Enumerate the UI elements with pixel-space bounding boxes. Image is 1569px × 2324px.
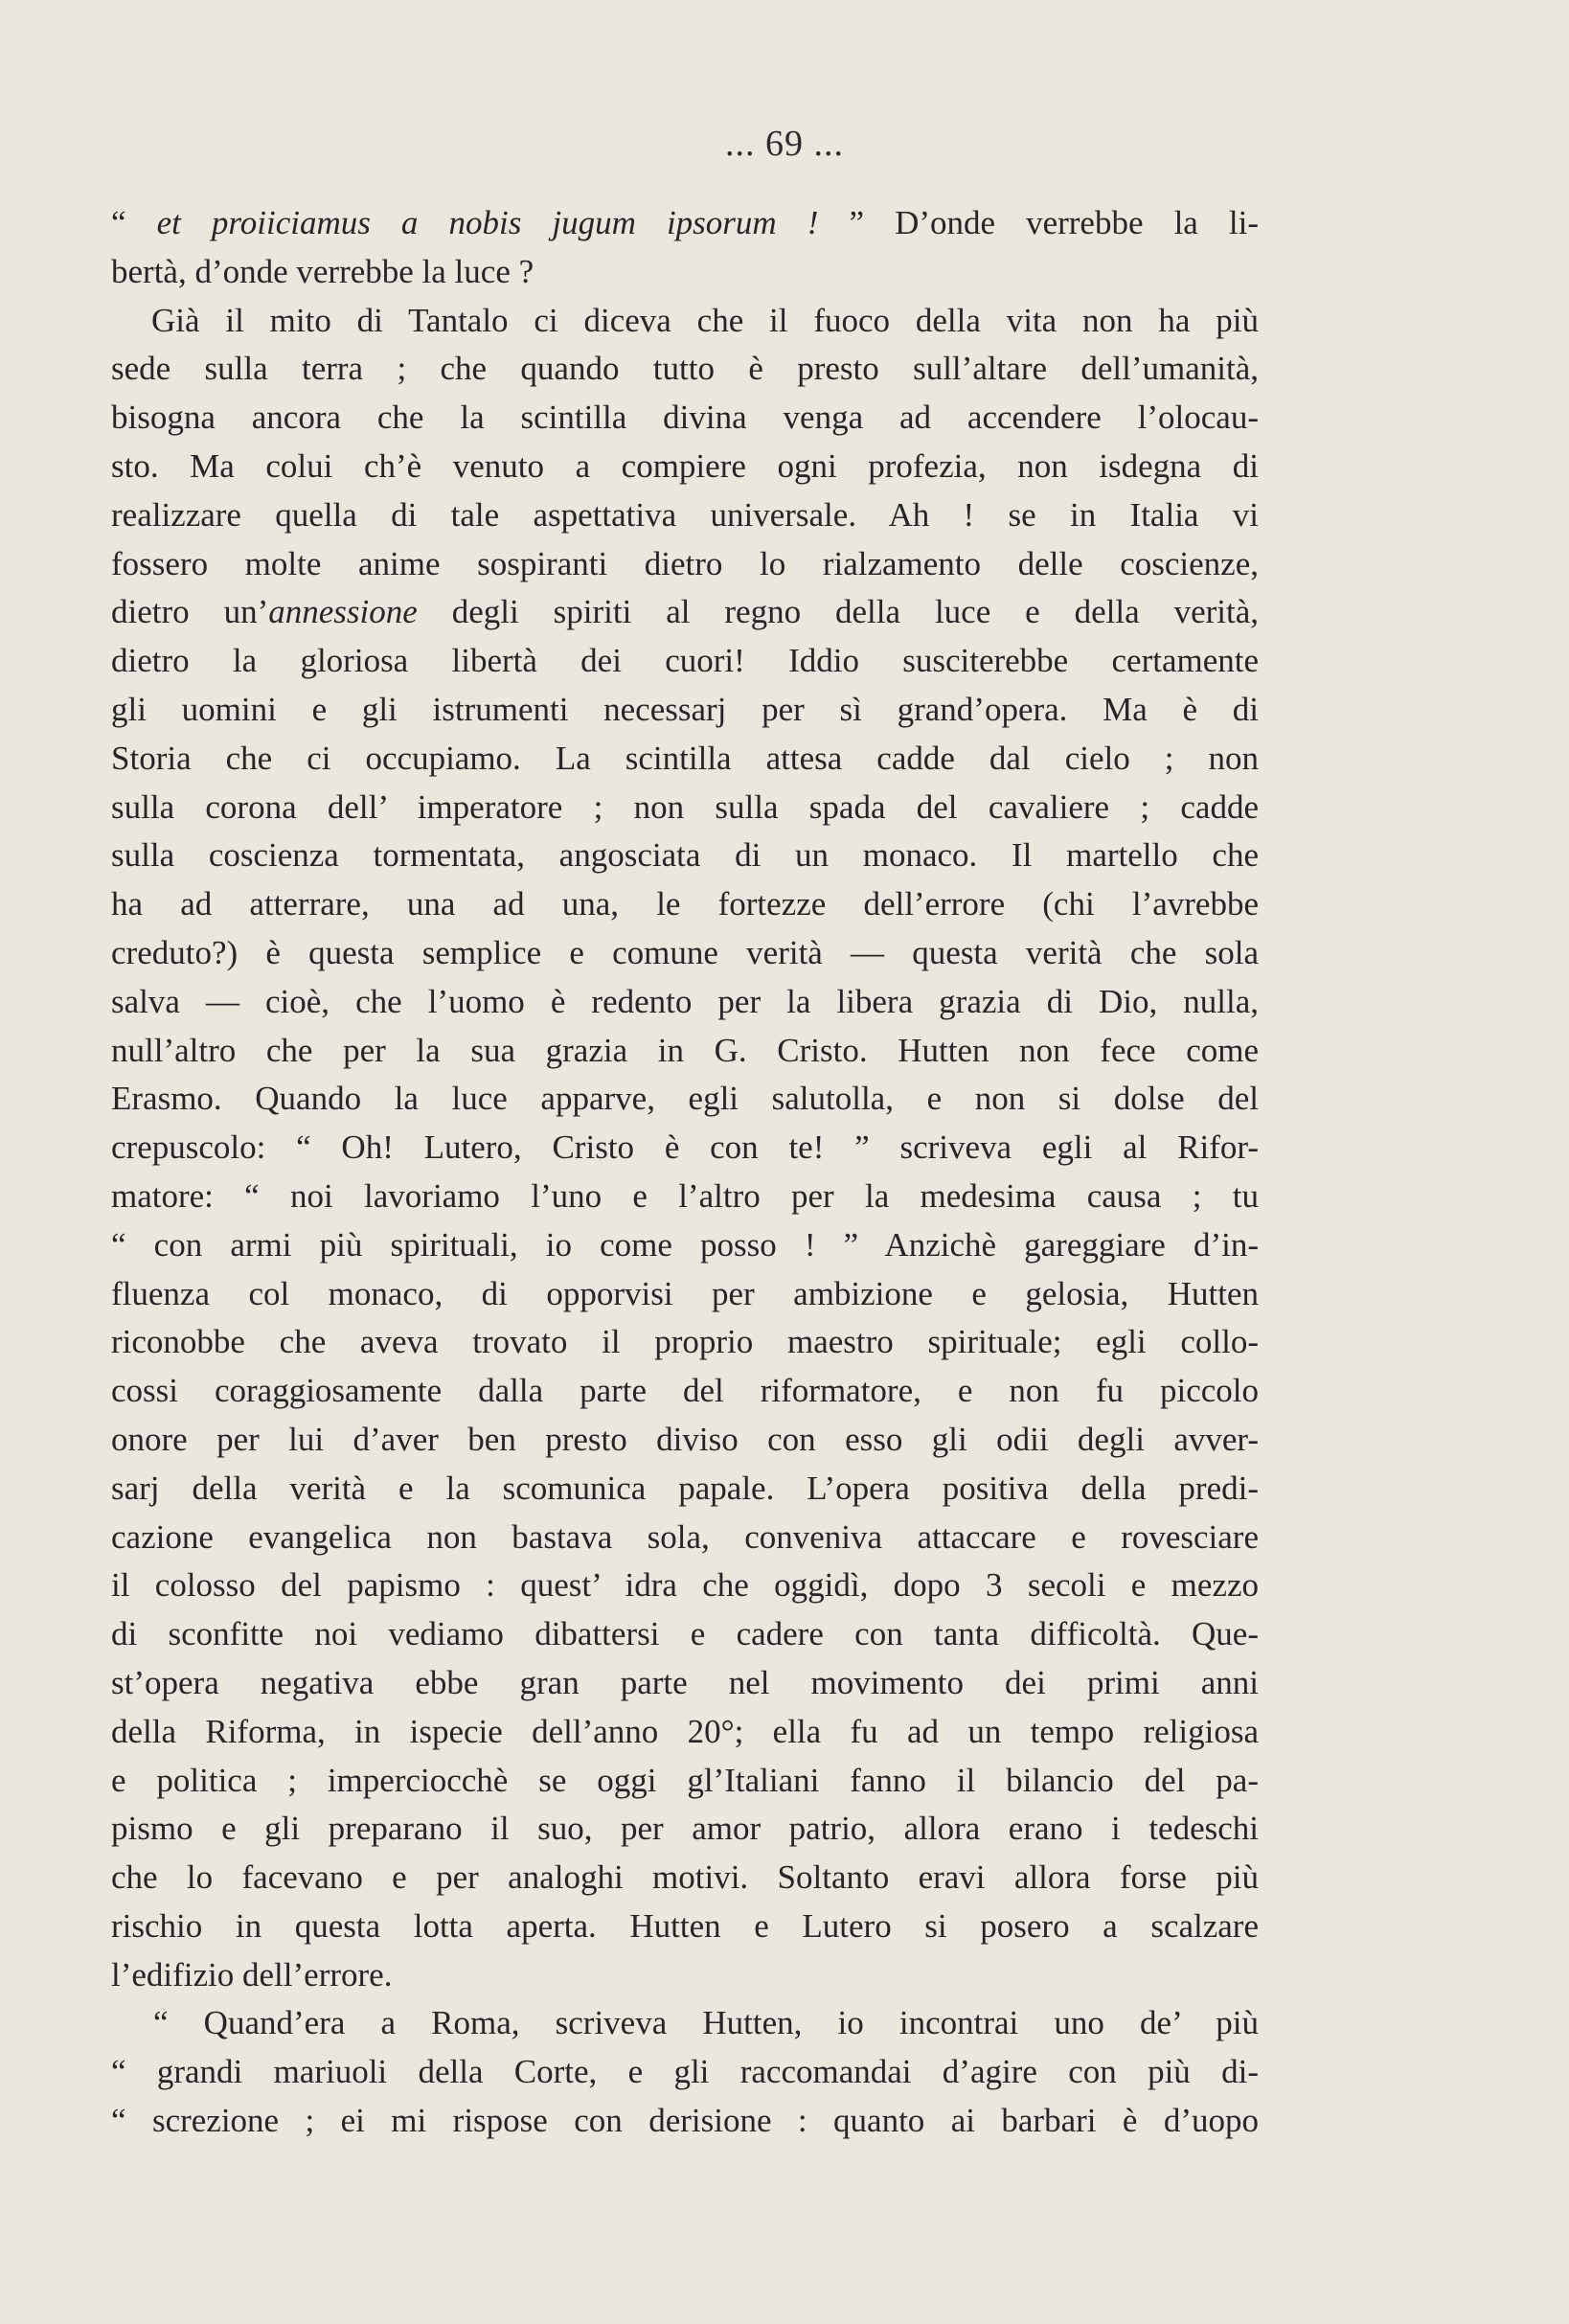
text-line: matore: “ noi lavoriamo l’uno e l’altro per la medesima causa ; tu xyxy=(111,1176,1259,1215)
text-line: gli uomini e gli istrumenti necessarj per sì grand’opera. Ma è di xyxy=(111,690,1259,728)
text-line: “ Quand’era a Roma, scriveva Hutten, io incontrai uno de’ più xyxy=(153,2004,1259,2042)
text-line: ha ad atterrare, una ad una, le fortezze dell’errore (chi l’avrebbe xyxy=(111,885,1259,923)
text-line: st’opera negativa ebbe gran parte nel movimento dei primi anni xyxy=(111,1663,1259,1701)
text-line: di sconfitte noi vediamo dibattersi e cadere con tanta difficoltà. Que- xyxy=(111,1615,1259,1653)
page-number: ... 69 ... xyxy=(725,124,844,164)
text-line: cazione evangelica non bastava sola, conveniva attaccare e rovesciare xyxy=(111,1517,1259,1556)
text-line: dietro un’annessione degli spiriti al regno della luce e della verità, xyxy=(111,593,1260,631)
text-line: sede sulla terra ; che quando tutto è presto sull’altare dell’umanità, xyxy=(111,350,1259,388)
text-line: onore per lui d’aver ben presto diviso con esso gli odii degli avver- xyxy=(111,1420,1259,1458)
text-line: cossi coraggiosamente dalla parte del riformatore, e non fu piccolo xyxy=(111,1372,1259,1410)
text-line: “ grandi mariuoli della Corte, e gli raccomandai d’agire con più di- xyxy=(111,2053,1259,2091)
text-line: realizzare quella di tale aspettativa universale. Ah ! se in Italia vi xyxy=(111,495,1259,534)
text-line: pismo e gli preparano il suo, per amor patrio, allora erano i tedeschi xyxy=(111,1810,1259,1848)
text-line: fossero molte anime sospiranti dietro lo rialzamento delle coscienze, xyxy=(111,544,1259,582)
text-line: Storia che ci occupiamo. La scintilla attesa cadde dal cielo ; non xyxy=(111,739,1259,777)
text-line: che lo facevano e per analoghi motivi. Soltanto eravi allora forse più xyxy=(111,1858,1259,1897)
text-line: bertà, d’onde verrebbe la luce ? xyxy=(111,252,534,290)
text-line: “ et proiiciamus a nobis jugum ipsorum ! ” D’onde verrebbe la li- xyxy=(111,204,1259,241)
text-line: rischio in questa lotta aperta. Hutten e Lutero si posero a scalzare xyxy=(111,1906,1259,1945)
text-line: e politica ; imperciocchè se oggi gl’Italiani fanno il bilancio del pa- xyxy=(111,1761,1259,1799)
text-line: il colosso del papismo : quest’ idra che oggidì, dopo 3 secoli e mezzo xyxy=(111,1566,1259,1605)
text-line: sulla coscienza tormentata, angosciata di un monaco. Il martello che xyxy=(111,836,1259,875)
text-line: null’altro che per la sua grazia in G. Cristo. Hutten non fece come xyxy=(111,1031,1259,1069)
text-line: creduto?) è questa semplice e comune verità — questa verità che sola xyxy=(111,933,1259,971)
text-line: “ con armi più spirituali, io come posso ! ” Anzichè gareggiare d’in- xyxy=(111,1225,1259,1264)
text-line: “ screzione ; ei mi rispose con derisione : quanto ai barbari è d’uopo xyxy=(111,2102,1259,2140)
text-line: dietro la gloriosa libertà dei cuori! Iddio susciterebbe certamente xyxy=(111,642,1259,680)
text-line: crepuscolo: “ Oh! Lutero, Cristo è con te! ” scriveva egli al Rifor- xyxy=(111,1128,1259,1167)
text-line: bisogna ancora che la scintilla divina venga ad accendere l’olocau- xyxy=(111,399,1259,437)
text-line: salva — cioè, che l’uomo è redento per la libera grazia di Dio, nulla, xyxy=(111,982,1259,1020)
text-line: Già il mito di Tantalo ci diceva che il fuoco della vita non ha più xyxy=(151,301,1259,339)
text-line: l’edifizio dell’errore. xyxy=(111,1955,393,1994)
text-line: Erasmo. Quando la luce apparve, egli salutolla, e non si dolse del xyxy=(111,1080,1259,1118)
text-line: fluenza col monaco, di opporvisi per ambizione e gelosia, Hutten xyxy=(111,1274,1259,1312)
text-line: riconobbe che aveva trovato il proprio maestro spirituale; egli collo- xyxy=(111,1323,1259,1361)
text-line: della Riforma, in ispecie dell’anno 20°; ella fu ad un tempo religiosa xyxy=(111,1712,1259,1750)
text-line: sarj della verità e la scomunica papale. L’opera positiva della predi- xyxy=(111,1469,1259,1507)
text-line: sto. Ma colui ch’è venuto a compiere ogni profezia, non isdegna di xyxy=(111,446,1259,485)
latin-quote: et proiiciamus a nobis jugum ipsorum ! xyxy=(156,204,819,241)
italic-word: annessione xyxy=(268,593,418,631)
page-body-text xyxy=(111,199,1259,2146)
text-line: sulla corona dell’ imperatore ; non sulla spada del cavaliere ; cadde xyxy=(111,787,1259,826)
